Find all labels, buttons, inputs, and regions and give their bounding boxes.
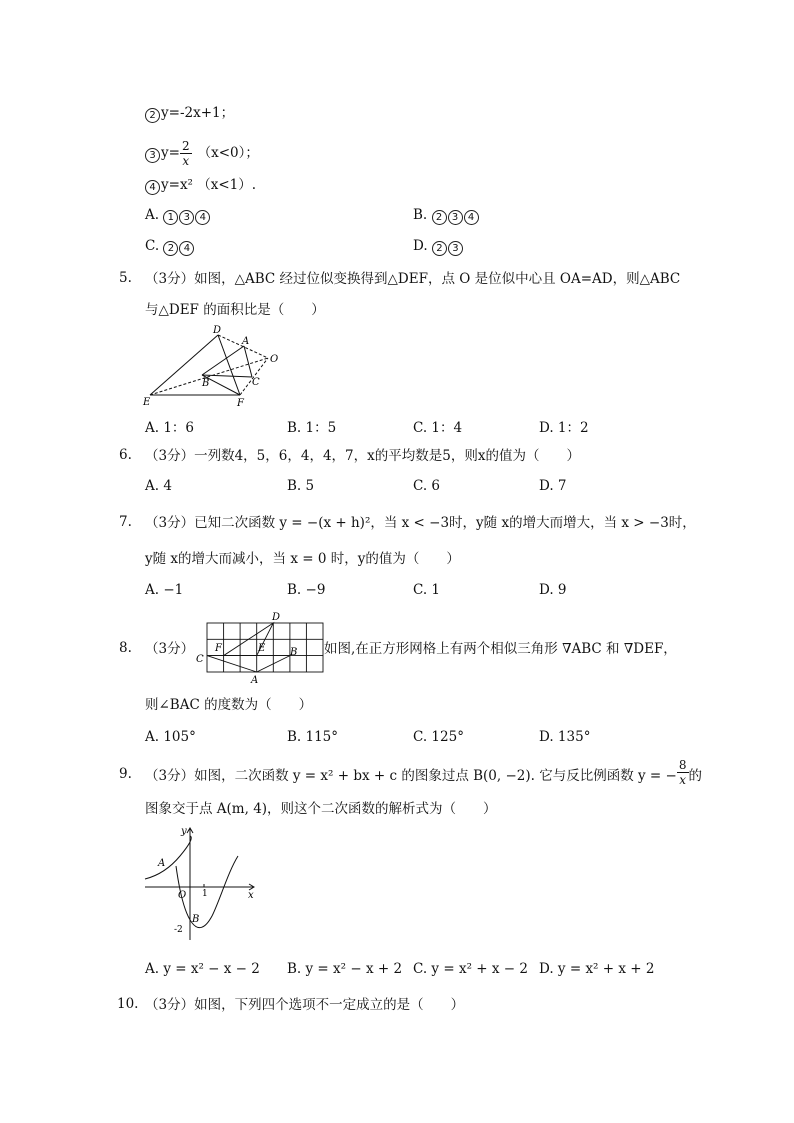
q6-option-b[interactable]: B. 5 [287, 478, 315, 494]
q5-figure [140, 322, 285, 410]
circled-number: 3 [448, 241, 463, 256]
fraction: $\frac{8}{x}$ [678, 758, 687, 787]
q6-option-a[interactable]: A. 4 [145, 478, 172, 494]
q8-option-a[interactable]: A. 105° [145, 729, 196, 745]
label-B: B [202, 378, 210, 389]
label-B: B [192, 914, 200, 925]
q9-option-b[interactable]: B. y = x² − x + 2 [287, 961, 403, 977]
q5-option-a[interactable]: A. 1：6 [145, 420, 195, 436]
q7-option-c[interactable]: C. 1 [413, 582, 441, 598]
q5-option-b[interactable]: B. 1：5 [287, 420, 337, 436]
q9-option-c[interactable]: C. y = x² + x − 2 [413, 961, 528, 977]
circled-number: 2 [145, 108, 160, 123]
segment-AB [202, 346, 244, 375]
q8-line-2: 则∠BAC 的度数为（ ） [145, 697, 313, 713]
q6-text: （3分）一列数4，5，6，4，4，7，x的平均数是5，则x的值为（ ） [145, 448, 580, 464]
q9-option-d[interactable]: D. y = x² + x + 2 [539, 961, 655, 977]
label-E: E [143, 397, 151, 408]
circled-number: 2 [432, 241, 447, 256]
circled-number: 4 [145, 180, 160, 195]
q5-option-c[interactable]: C. 1：4 [413, 420, 463, 436]
q10-text: （3分）如图，下列四个选项不一定成立的是（ ） [145, 997, 465, 1013]
label-y: y [181, 826, 187, 837]
q6-option-c[interactable]: C. 6 [413, 478, 441, 494]
circled-number: 1 [163, 210, 178, 225]
q7-option-a[interactable]: A. −1 [145, 582, 184, 598]
label-E: E [258, 643, 266, 654]
q8-text: 如图,在正方形网格上有两个相似三角形 ∇ABC 和 ∇DEF， [324, 641, 677, 657]
q5-line-1: （3分）如图，△ABC 经过位似变换得到△DEF，点 O 是位似中心且 OA=AD，则△ABC [145, 271, 681, 287]
q9-number: 9. [119, 766, 132, 782]
q4-item-3: 3 y= $\frac{2}{x}$ （x<0）； [145, 139, 259, 168]
triangle-ABC [207, 656, 290, 672]
label-C: C [196, 654, 204, 665]
q9-graph-figure [140, 824, 260, 944]
q8-option-b[interactable]: B. 115° [287, 729, 339, 745]
label-B: B [290, 647, 298, 658]
circled-number: 4 [195, 210, 210, 225]
q4-option-c[interactable]: C. 2 4 [145, 238, 195, 256]
q8-grid-figure [194, 610, 326, 686]
circled-number: 3 [179, 210, 194, 225]
q8-option-c[interactable]: C. 125° [413, 729, 464, 745]
label-1: 1 [202, 889, 208, 899]
q5-number: 5. [119, 270, 132, 286]
label-C: C [252, 377, 260, 388]
q5-line-2: 与△DEF 的面积比是（ ） [145, 302, 325, 318]
q9-line-2: 图象交于点 A(m, 4)，则这个二次函数的解析式为（ ） [145, 801, 497, 817]
label-A: A [158, 858, 166, 869]
circled-number: 4 [464, 210, 479, 225]
q7-line-2: y随 x的增大而减小，当 x = 0 时，y的值为（ ） [145, 551, 460, 567]
q7-option-d[interactable]: D. 9 [539, 582, 567, 598]
label-neg2: -2 [174, 925, 183, 935]
q8-option-d[interactable]: D. 135° [539, 729, 591, 745]
q6-number: 6. [119, 447, 132, 463]
q8-prefix: （3分） [145, 641, 195, 657]
hyperbola-curve [145, 836, 191, 879]
q7-number: 7. [119, 514, 132, 530]
q9-line-1: （3分）如图，二次函数 y = x² + bx + c 的图象过点 B(0, −2). 它与反比例函数 y = − $\frac{8}{x}$ 的 [145, 758, 702, 787]
q9-option-a[interactable]: A. y = x² − x − 2 [145, 961, 260, 977]
circled-number: 3 [448, 210, 463, 225]
q4-item-2: 2 y=-2x+1； [145, 104, 234, 123]
label-x: x [248, 890, 254, 901]
label-D: D [272, 612, 281, 623]
q7-line-1: （3分）已知二次函数 y = −(x + h)²，当 x < −3时，y随 x的增大而增大，当 x > −3时， [145, 515, 696, 531]
label-F: F [237, 398, 244, 409]
label-O: O [178, 890, 187, 901]
q6-option-d[interactable]: D. 7 [539, 478, 567, 494]
q7-option-b[interactable]: B. −9 [287, 582, 326, 598]
label-O: O [270, 354, 279, 365]
circled-number: 2 [432, 210, 447, 225]
label-F: F [215, 643, 222, 654]
circled-number: 2 [163, 241, 178, 256]
label-A: A [242, 336, 250, 347]
q8-number: 8. [119, 640, 132, 656]
circled-number: 3 [145, 148, 160, 163]
q4-option-b[interactable]: B. 2 3 4 [413, 207, 480, 225]
label-A: A [251, 675, 259, 686]
q10-number: 10. [117, 996, 139, 1012]
label-D: D [213, 325, 222, 336]
q4-item-4: 4 y=x² （x<1）. [145, 176, 256, 195]
segment-AC [244, 346, 252, 377]
q4-option-a[interactable]: A. 1 3 4 [145, 207, 211, 225]
circled-number: 4 [179, 241, 194, 256]
fraction: $\frac{2}{x}$ [181, 139, 190, 168]
q4-option-d[interactable]: D. 2 3 [413, 238, 464, 256]
q5-option-d[interactable]: D. 1：2 [539, 420, 589, 436]
